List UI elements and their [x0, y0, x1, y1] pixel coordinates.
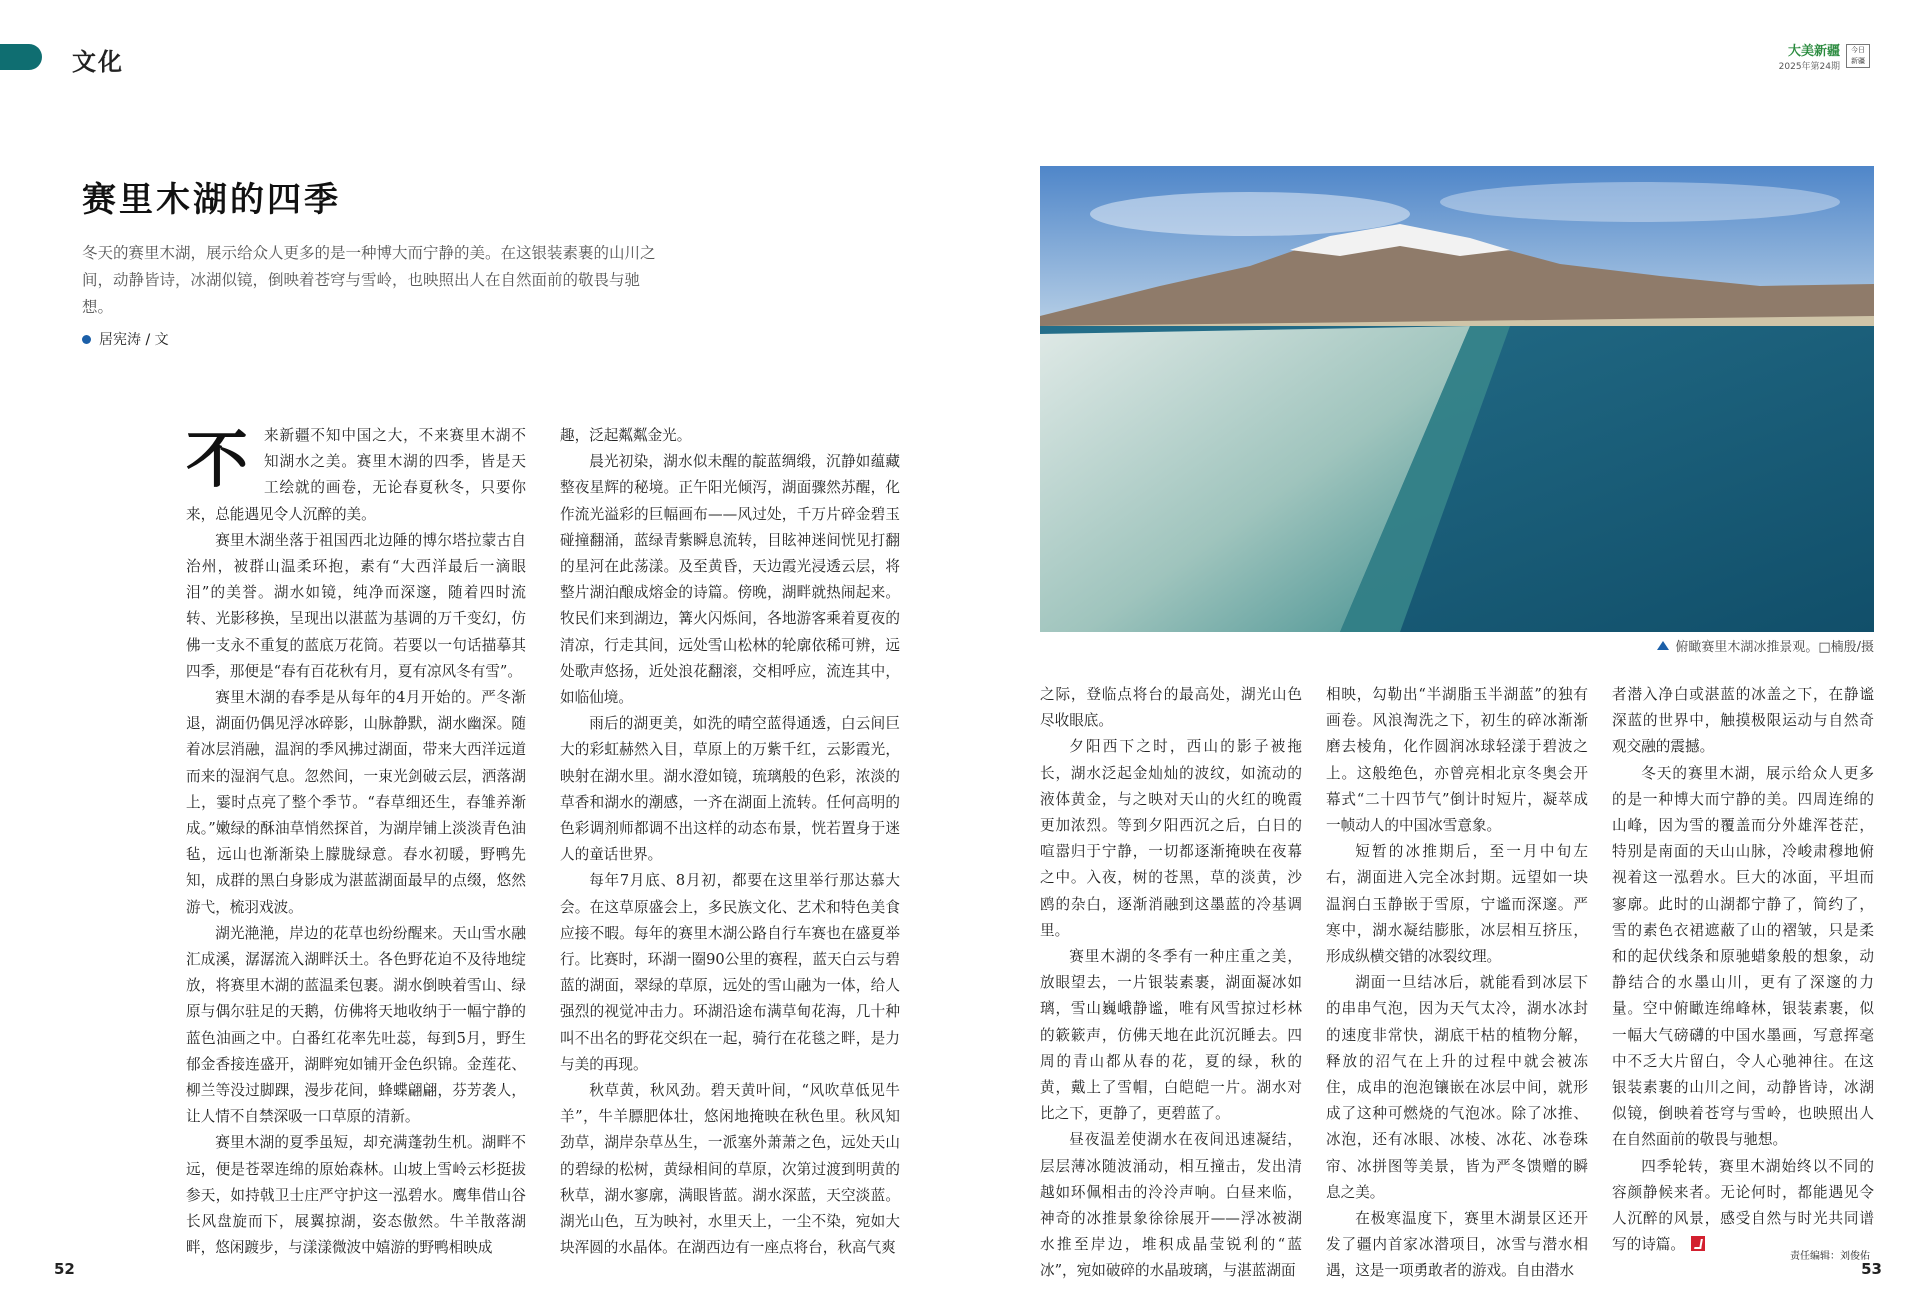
lead-paragraph: 冬天的赛里木湖，展示给众人更多的是一种博大而宁静的美。在这银装素裹的山川之间，动静皆诗，冰湖似镜，倒映着苍穹与雪岭，也映照出人在自然面前的敬畏与驰想。: [82, 244, 656, 316]
body-paragraph: 湖面一旦结冰后，就能看到冰层下的串串气泡，因为天气太冷，湖水冰封的速度非常快，湖底干枯的植物分解，释放的沼气在上升的过程中就会被冻住，成串的泡泡镶嵌在冰层中间，就形成了这种可燃烧的气泡冰。除了冰推、冰泡，还有冰眼、冰棱、冰花、冰卷珠帘、冰拼图等美景，皆为严冬馈赠的瞬息之美。: [1326, 974, 1588, 1201]
page-number-right: 53: [1861, 1260, 1882, 1278]
body-paragraph: 赛里木湖的夏季虽短，却充满蓬勃生机。湖畔不远，便是苍翠连绵的原始森林。山坡上雪岭云杉挺拔参天，如持戟卫士庄严守护这一泓碧水。鹰隼借山谷长风盘旋而下，展翼掠湖，姿态傲然。牛羊散落湖畔，悠闲踱步，与漾漾微波中嬉游的野鸭相映成: [186, 1134, 526, 1257]
body-column-2: [560, 423, 900, 1262]
body-paragraph: [186, 423, 526, 528]
brand-title: 大美新疆: [1787, 44, 1840, 59]
body-paragraph: 之际，登临点将台的最高处，湖光山色尽收眼底。: [1040, 686, 1302, 730]
section-tab: [0, 44, 42, 70]
author-name: 居宪涛 / 文: [99, 332, 169, 348]
body-column-3: [1040, 682, 1302, 1285]
body-paragraph: 冬天的赛里木湖，展示给众人更多的是一种博大而宁静的美。四周连绵的山峰，因为雪的覆盖而分外雄浑苍茫，特别是南面的天山山脉，冷峻肃穆地俯视着这一泓碧水。巨大的冰面，平坦而寥廓。此时的山湖都宁静了，简约了，雪的素色衣裙遮蔽了山的褶皱，只是柔和的起伏线条和原驰蜡象般的想象，动静结合的水墨山川，更有了深邃的力量。空中俯瞰连绵峰林，银装素裹，似一幅大气磅礴的中国水墨画，写意挥毫中不乏大片留白，令人心驰神往。在这银装素裹的山川之间，动静皆诗，冰湖似镜，倒映着苍穹与雪岭，也映照出人在自然面前的敬畏与驰想。: [1612, 764, 1874, 1149]
page-number-left: 52: [54, 1260, 75, 1278]
caption-text: 俯瞰赛里木湖冰推景观。□楠殷/摄: [1675, 640, 1874, 655]
drop-cap: 不: [186, 423, 249, 496]
body-text: 来新疆不知中国之大，不来赛里木湖不知湖水之美。赛里木湖的四季，皆是天工绘就的画卷，无论春夏秋冬，只要你来，总能遇见令人沉醉的美。: [186, 427, 526, 523]
body-column-5: [1612, 682, 1874, 1258]
body-column-1: [186, 423, 526, 1262]
body-paragraph: 者潜入净白或湛蓝的冰盖之下，在静谧深蓝的世界中，触摸极限运动与自然奇观交融的震撼。: [1612, 686, 1874, 756]
body-paragraph: 赛里木湖的冬季有一种庄重之美，放眼望去，一片银装素裹，湖面凝冰如璃，雪山巍峨静谧，唯有风雪掠过杉林的簌簌声，仿佛天地在此沉沉睡去。四周的青山都从春的花，夏的绿，秋的黄，戴上了雪帽，白皑皑一片。湖水对比之下，更静了，更碧蓝了。: [1040, 948, 1302, 1123]
body-paragraph: 趣，泛起粼粼金光。: [560, 427, 692, 444]
author-byline: [82, 329, 169, 349]
body-paragraph: [1612, 1154, 1874, 1259]
article-title: 赛里木湖的四季: [82, 180, 341, 220]
body-paragraph: 相映，勾勒出“半湖脂玉半湖蓝”的独有画卷。风浪淘洗之下，初生的碎冰渐渐磨去棱角，化作圆润冰球轻漾于碧波之上。这般绝色，亦曾亮相北京冬奥会开幕式“二十四节气”倒计时短片，凝萃成一帧动人的中国冰雪意象。: [1326, 686, 1588, 835]
brand-issue: 2025年第24期: [1778, 62, 1840, 72]
section-label: 文化: [72, 47, 124, 76]
body-paragraph: 短暂的冰推期后，至一月中旬左右，湖面进入完全冰封期。远望如一块温润白玉静嵌于雪原，宁谧而深邃。严寒中，湖水凝结膨胀，冰层相互挤压，形成纵横交错的冰裂纹理。: [1326, 843, 1588, 966]
body-paragraph: 赛里木湖坐落于祖国西北边陲的博尔塔拉蒙古自治州，被群山温柔环抱，素有“大西洋最后一滴眼泪”的美誉。湖水如镜，纯净而深邃，随着四时流转、光影移换，呈现出以湛蓝为基调的万千变幻，仿佛一支永不重复的蓝底万花筒。若要以一句话描摹其四季，那便是“春有百花秋有月，夏有凉风冬有雪”。: [186, 531, 526, 680]
triangle-up-icon: [1657, 641, 1669, 650]
editor-credit: 责任编辑：刘俊佑: [1790, 1251, 1870, 1262]
body-paragraph: 赛里木湖的春季是从每年的4月开始的。严冬渐退，湖面仍偶见浮冰碎影，山脉静默，湖水幽深。随着冰层消融，温润的季风拂过湖面，带来大西洋远道而来的湿润气息。忽然间，一束光剑破云层，洒落湖上，霎时点亮了整个季节。“春草细还生，春雏养渐成。”嫩绿的酥油草悄然探首，为湖岸铺上淡淡青色油毡，远山也渐渐染上朦胧绿意。春水初暖，野鸭先知，成群的黑白身影成为湛蓝湖面最早的点缀，悠然游弋，梳羽戏波。: [186, 689, 526, 916]
end-mark-icon: [1691, 1236, 1705, 1251]
brand-badge-line1: 今日: [1851, 46, 1865, 54]
body-paragraph: 每年7月底、8月初，都要在这里举行那达慕大会。在这草原盛会上，多民族文化、艺术和特色美食应接不暇。每年的赛里木湖公路自行车赛也在盛夏举行。比赛时，环湖一圈90公里的赛程，蓝天白云与碧蓝的湖面，翠绿的草原，远处的雪山融为一体，给人强烈的视觉冲击力。环湖沿途布满草甸花海，几十种叫不出名的野花交织在一起，骑行在花毯之畔，是力与美的再现。: [560, 872, 900, 1073]
magazine-brand: [1779, 40, 1870, 72]
body-paragraph: 夕阳西下之时，西山的影子被拖长，湖水泛起金灿灿的波纹，如流动的液体黄金，与之映对天山的火红的晚霞更加浓烈。等到夕阳西沉之后，白日的喧嚣归于宁静，一切都逐渐掩映在夜幕之中。入夜，树的苍黑，草的淡黄，沙鸥的杂白，逐渐消融到这墨蓝的冷基调里。: [1040, 738, 1302, 939]
photo-caption: [1657, 636, 1874, 655]
brand-badge-line2: 新疆: [1851, 57, 1865, 65]
body-paragraph: 雨后的湖更美，如洗的晴空蓝得通透，白云间巨大的彩虹赫然入目，草原上的万紫千红，云影霞光，映射在湖水里。湖水澄如镜，琉璃般的色彩，浓淡的草香和湖水的潮感，一齐在湖面上流转。任何高明的色彩调剂师都调不出这样的动态布景，恍若置身于迷人的童话世界。: [560, 715, 900, 864]
body-column-4: [1326, 682, 1588, 1285]
body-text: 四季轮转，赛里木湖始终以不同的容颜静候来者。无论何时，都能遇见令人沉醉的风景，感受自然与时光共同谱写的诗篇。: [1612, 1157, 1874, 1254]
body-paragraph: 秋草黄，秋风劲。碧天黄叶间，“风吹草低见牛羊”，牛羊膘肥体壮，悠闲地掩映在秋色里。秋风知劲草，湖岸杂草丛生，一派塞外萧萧之色，远处天山的碧绿的松树，黄绿相间的草原，次第过渡到明黄的秋草，湖水寥廓，满眼皆蓝。湖水深蓝，天空淡蓝。湖光山色，互为映衬，水里天上，一尘不染，宛如大块浑圆的水晶体。在湖西边有一座点将台，秋高气爽: [560, 1082, 900, 1257]
bullet-dot-icon: [82, 335, 91, 344]
body-paragraph: 昼夜温差使湖水在夜间迅速凝结，层层薄冰随波涌动，相互撞击，发出清越如环佩相击的泠泠声响。白昼来临，神奇的冰推景象徐徐展开——浮冰被湖水推至岸边，堆积成晶莹锐利的“蓝冰”，宛如破碎的水晶玻璃，与湛蓝湖面: [1040, 1131, 1302, 1280]
lake-ice-illustration: [1040, 166, 1874, 632]
body-paragraph: 在极寒温度下，赛里木湖景区还开发了疆内首家冰潜项目，冰雪与潜水相遇，这是一项勇敢者的游戏。自由潜水: [1326, 1210, 1588, 1280]
body-paragraph: 湖光滟滟，岸边的花草也纷纷醒来。天山雪水融汇成溪，潺潺流入湖畔沃土。各色野花迫不及待地绽放，将赛里木湖的蓝温柔包裹。湖水倒映着雪山、绿原与偶尔驻足的天鹅，仿佛将天地收纳于一幅宁静的蓝色油画之中。白番红花率先吐蕊，每到5月，野生郁金香接连盛开，湖畔宛如铺开金色织锦。金莲花、柳兰等没过脚踝，漫步花间，蜂蝶翩翩，芬芳袭人，让人情不自禁深吸一口草原的清新。: [186, 924, 526, 1126]
body-paragraph: 晨光初染，湖水似未醒的靛蓝绸缎，沉静如蕴藏整夜星辉的秘境。正午阳光倾泻，湖面骤然苏醒，化作流光溢彩的巨幅画布——风过处，千万片碎金碧玉碰撞翻涌，蓝绿青紫瞬息流转，目眩神迷间恍见打翻的星河在此荡漾。及至黄昏，天边霞光浸透云层，将整片湖泊酿成熔金的诗篇。傍晚，湖畔就热闹起来。牧民们来到湖边，篝火闪烁间，各地游客乘着夏夜的清凉，行走其间，远处雪山松林的轮廓依稀可辨，远处歌声悠扬，近处浪花翻滚，交相呼应，流连其中，如临仙境。: [560, 453, 900, 707]
lake-ice-photo: [1040, 166, 1874, 632]
brand-badge: [1846, 44, 1870, 68]
